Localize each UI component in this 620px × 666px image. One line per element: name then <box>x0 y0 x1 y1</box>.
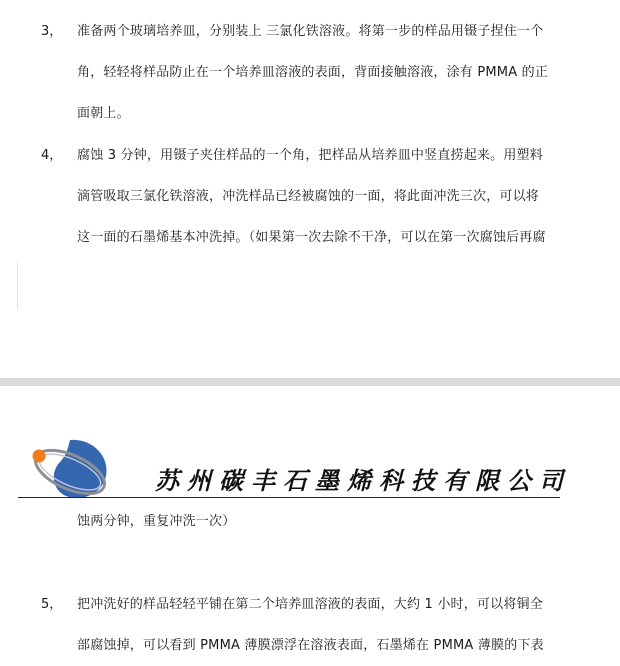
text-line: 面朝上。 <box>77 106 130 121</box>
text-line: 角，轻轻将样品防止在一个培养皿溶液的表面，背面接触溶液，涂有 PMMA 的正 <box>77 65 549 80</box>
item-number: 4， <box>41 148 63 163</box>
orbit-logo-icon <box>30 432 112 504</box>
company-name: 苏州碳丰石墨烯科技有限公司 <box>155 466 571 495</box>
text-line: 腐蚀 3 分钟，用镊子夹住样品的一个角，把样品从培养皿中竖直捞起来。用塑料 <box>77 148 543 163</box>
item-number: 3， <box>41 24 63 39</box>
item-number: 5， <box>41 597 63 612</box>
text-line: 准备两个玻璃培养皿，分别装上 三氯化铁溶液。将第一步的样品用镊子捏住一个 <box>77 24 544 39</box>
text-line: 部腐蚀掉，可以看到 PMMA 薄膜漂浮在溶液表面，石墨烯在 PMMA 薄膜的下表 <box>77 638 544 653</box>
margin-mark <box>17 262 18 310</box>
text-line: 这一面的石墨烯基本冲洗掉。（如果第一次去除不干净，可以在第一次腐蚀后再腐 <box>77 230 546 245</box>
document-page-bottom <box>0 386 620 666</box>
header-rule <box>18 497 560 498</box>
text-line: 把冲洗好的样品轻轻平铺在第二个培养皿溶液的表面，大约 1 小时，可以将铜全 <box>77 597 543 612</box>
text-line: 滴管吸取三氯化铁溶液，冲洗样品已经被腐蚀的一面，将此面冲洗三次，可以将 <box>77 189 540 204</box>
page-separator <box>0 378 620 386</box>
continuation-line: 蚀两分钟，重复冲洗一次） <box>77 514 236 529</box>
